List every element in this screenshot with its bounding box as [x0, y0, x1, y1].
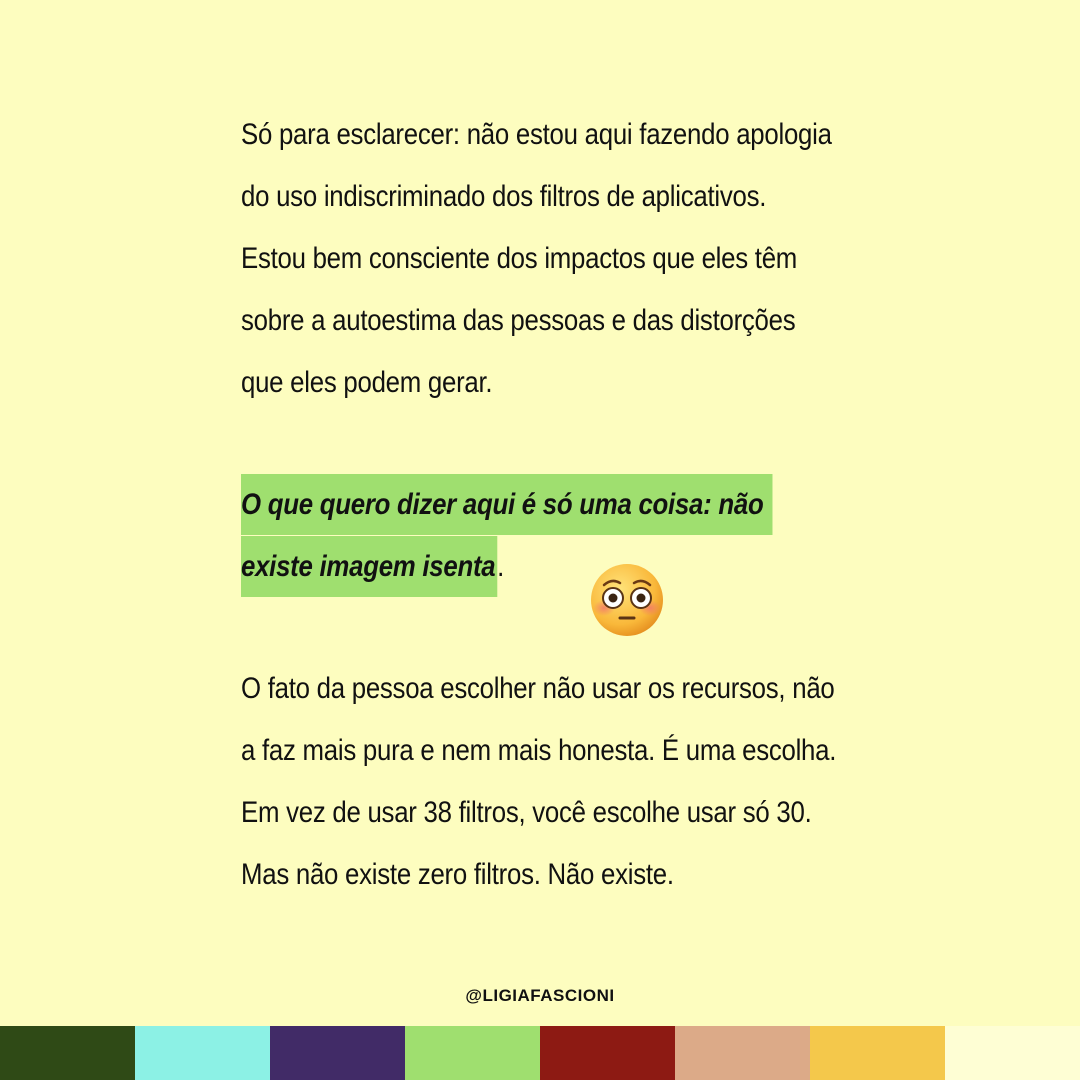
palette-swatch — [945, 1026, 1080, 1080]
flushed-face-icon — [590, 563, 664, 637]
palette-swatch — [810, 1026, 945, 1080]
paragraph-1-line-1: Só para esclarecer: não estou aqui fazendo apologia — [241, 118, 832, 151]
highlight-text-2: existe imagem isenta — [241, 536, 497, 597]
palette-swatch — [540, 1026, 675, 1080]
palette-swatch — [405, 1026, 540, 1080]
spacer — [241, 414, 961, 474]
palette-swatch — [0, 1026, 135, 1080]
highlight-line-2 — [241, 536, 860, 598]
text-content — [241, 104, 961, 906]
author-handle: @LIGIAFASCIONI — [465, 986, 615, 1005]
highlight-period: . — [497, 550, 505, 583]
paragraph-1-line-2: do uso indiscriminado dos filtros de aplicativos. — [241, 180, 767, 213]
paragraph-1-line-4: sobre a autoestima das pessoas e das distorções — [241, 304, 796, 337]
palette-swatch — [135, 1026, 270, 1080]
highlight-line-1 — [241, 474, 860, 536]
color-palette-stripe — [0, 1026, 1080, 1080]
highlight-text-1: O que quero dizer aqui é só uma coisa: não — [241, 474, 772, 535]
paragraph-1-line-5: que eles podem gerar. — [241, 366, 493, 399]
paragraph-2-line-2: a faz mais pura e nem mais honesta. É uma escolha. — [241, 734, 837, 767]
paragraph-1-line-3: Estou bem consciente dos impactos que eles têm — [241, 242, 798, 275]
paragraph-2-line-1: O fato da pessoa escolher não usar os recursos, não — [241, 672, 835, 705]
palette-swatch — [675, 1026, 810, 1080]
paragraph-2-line-4: Mas não existe zero filtros. Não existe. — [241, 858, 674, 891]
palette-swatch — [270, 1026, 405, 1080]
paragraph-2-line-3: Em vez de usar 38 filtros, você escolhe usar só 30. — [241, 796, 812, 829]
